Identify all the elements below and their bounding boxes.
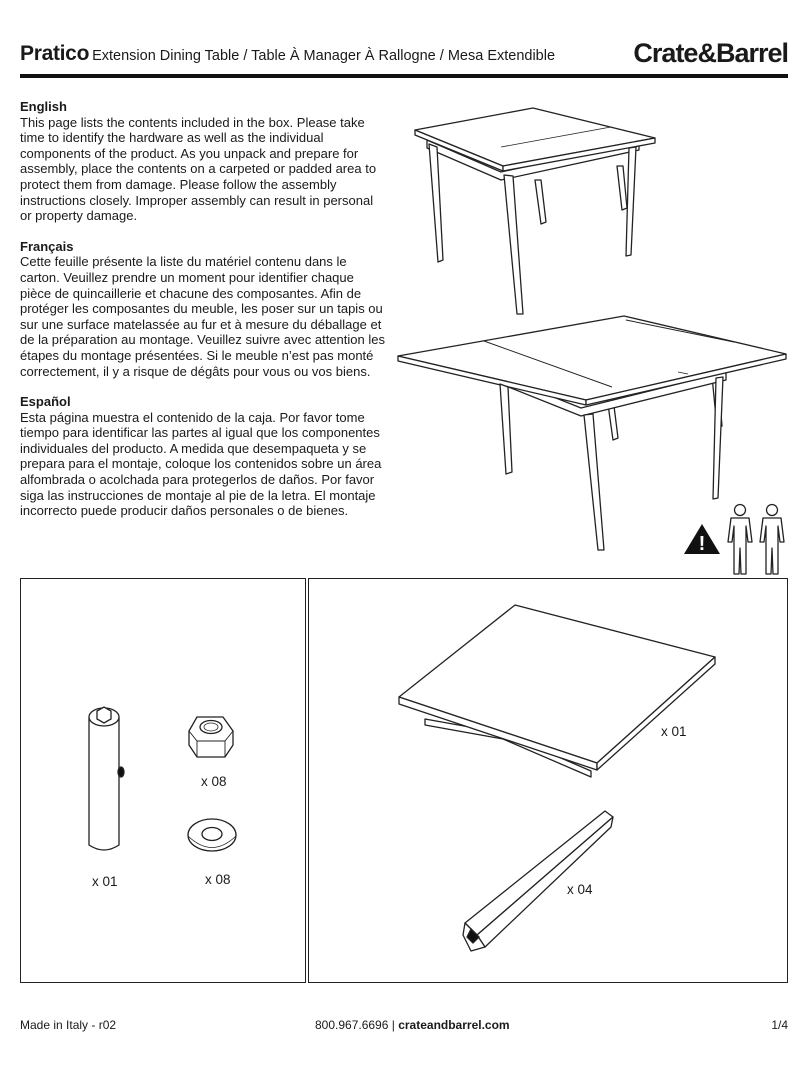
page-number: 1/4 <box>771 1018 788 1032</box>
two-person-assembly-icon <box>682 498 792 578</box>
document-title <box>20 42 555 66</box>
footer-phone: 800.967.6696 | <box>315 1018 395 1032</box>
product-subtitle: Extension Dining Table / Table À Manager À Rallogne / Mesa Extendible <box>92 48 556 64</box>
components-panel <box>308 578 788 983</box>
brand-logo: Crate&Barrel <box>633 38 788 68</box>
leg-quantity: x 04 <box>567 882 593 897</box>
connector-quantity: x 01 <box>92 874 118 889</box>
intro-paragraph: This page lists the contents included in the box. Please take time to identify the hardware as well as the individual components of the product. As you unpack and prepare for assembly, place the contents on a carpeted or padded area to protect them from damage. Please follow the assembly instructions closely. Improper assembly can result in personal or property damage. <box>20 114 377 224</box>
tabletop-illustration <box>395 601 725 781</box>
washer-quantity: x 08 <box>205 872 231 887</box>
connector-bolt-illustration <box>79 697 139 857</box>
footer-origin: Made in Italy - r02 <box>20 1018 117 1032</box>
intro-heading: Español <box>20 394 71 410</box>
header-rule <box>20 74 788 78</box>
product-name: Pratico <box>20 42 90 65</box>
page-header <box>20 38 788 72</box>
intro-spanish <box>20 394 385 519</box>
footer-website-link[interactable]: crateandbarrel.com <box>398 1018 510 1032</box>
table-leg-illustration <box>461 805 627 957</box>
intro-text-column <box>20 99 385 534</box>
hex-nut-illustration <box>183 711 241 763</box>
intro-french <box>20 239 385 379</box>
tabletop-quantity: x 01 <box>661 724 687 739</box>
intro-english <box>20 99 385 224</box>
table-closed-illustration <box>405 100 680 315</box>
intro-heading: English <box>20 99 67 114</box>
svg-text:!: ! <box>698 533 706 555</box>
footer-contact <box>315 1018 510 1032</box>
washer-illustration <box>185 815 239 855</box>
nut-quantity: x 08 <box>201 774 227 789</box>
hardware-panel <box>20 578 306 983</box>
intro-paragraph: Esta página muestra el contenido de la caja. Por favor tome tiempo para identificar las partes al igual que los componentes individuales del producto. A medida que desempaqueta y se prepara para el montaje, coloque los contenidos sobre un área alfombrada o acolchada para protegerlos de daños. Por favor siga las instrucciones de montaje al pie de la letra. El montaje incorrecto puede producir daños personales o de bienes. <box>20 409 382 519</box>
intro-paragraph: Cette feuille présente la liste du matériel contenu dans le carton. Veuillez prendre un moment pour identifier chaque pièce de quincaillerie et chacune des composantes. Afin de protéger les composantes du meuble, les poser sur un tapis ou sur une surface matelassée au fur et à mesure du déballage et de la préparation au montage. Veuillez suivre avec attention les étapes du montage présentées. Si le meuble n’est pas monté correctement, il y a risque de dégâts pour vous ou vos biens. <box>20 254 385 379</box>
intro-heading: Français <box>20 238 74 254</box>
